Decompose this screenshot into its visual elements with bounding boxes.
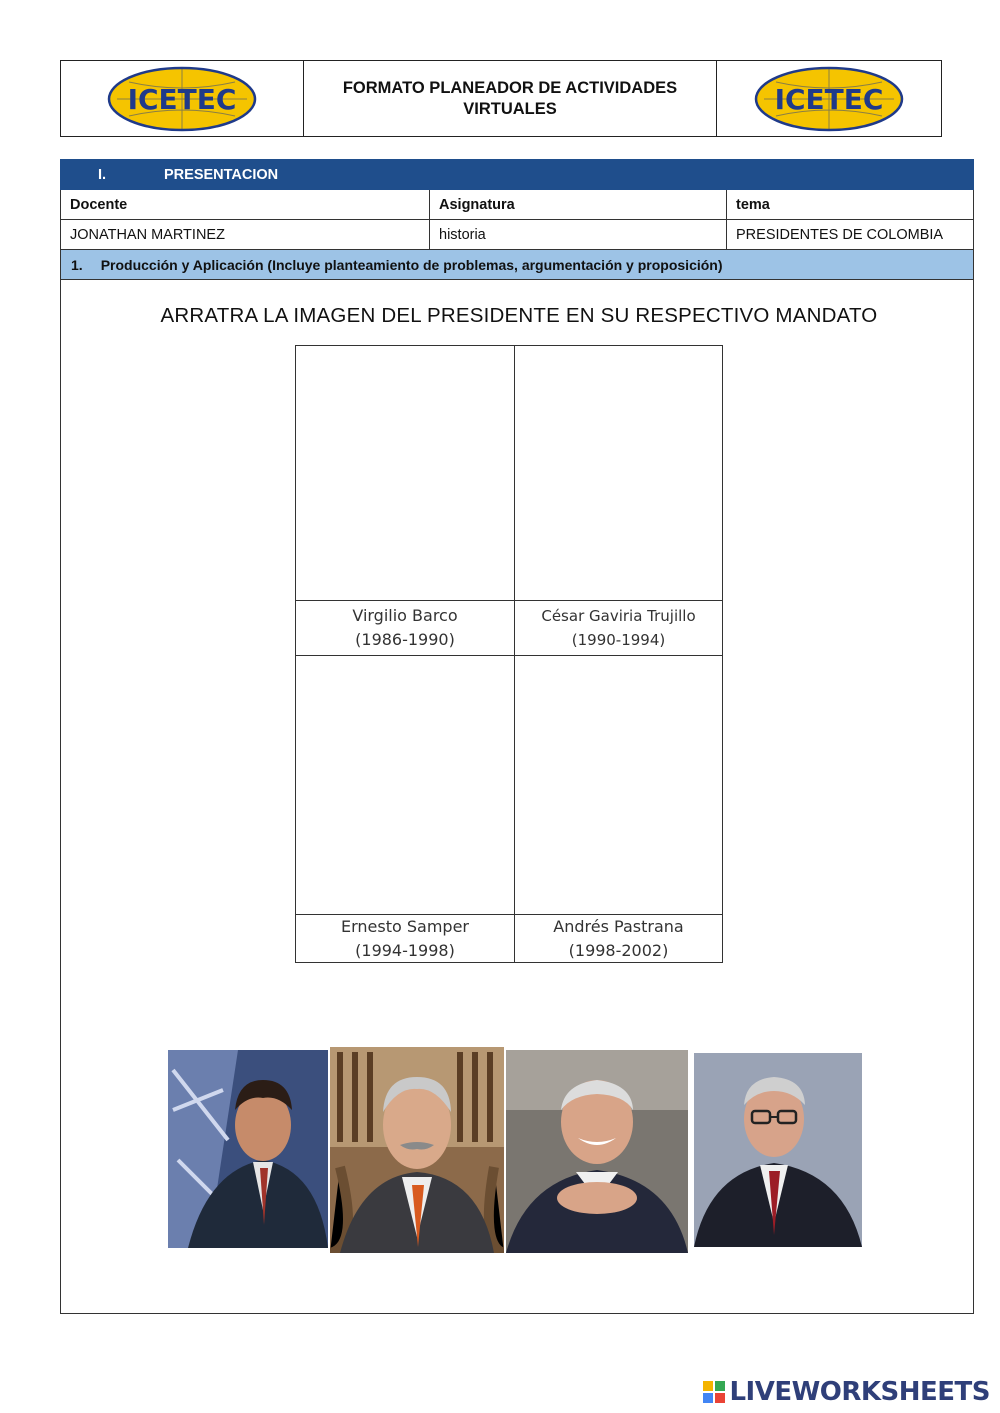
caption-president-2 [514,600,723,656]
president-3-term: (1994-1998) [355,940,455,960]
portrait-photo-4[interactable] [694,1053,862,1247]
section-number: I. [98,166,107,183]
header-docente: Docente [61,190,430,219]
value-docente: JONATHAN MARTINEZ [61,220,430,249]
president-4-name: Andrés Pastrana [553,916,684,936]
subsection-number: 1. [71,256,83,273]
president-2-name: César Gaviria Trujillo [541,607,696,625]
caption-president-4 [514,914,723,963]
president-3-name: Ernesto Samper [341,916,469,936]
president-4-term: (1998-2002) [568,940,669,960]
header-asignatura: Asignatura [430,190,727,219]
header-tema: tema [736,196,770,213]
info-table-header-row [60,190,974,220]
liveworksheets-logo-icon [703,1381,725,1403]
president-2-term: (1990-1994) [571,631,666,649]
drop-zone-3[interactable] [295,655,515,915]
instruction-text: ARRATRA LA IMAGEN DEL PRESIDENTE EN SU RESPECTIVO MANDATO [160,304,878,327]
caption-president-3 [295,914,515,963]
drop-grid [295,345,723,963]
drop-zone-2[interactable] [514,345,723,601]
drop-zone-4[interactable] [514,655,723,915]
section-title: PRESENTACION [164,166,279,183]
title-line-1: FORMATO PLANEADOR DE ACTIVIDADES [342,78,678,97]
svg-text:ICETEC: ICETEC [774,82,884,116]
liveworksheets-watermark [703,1377,990,1407]
section-bar-presentacion [60,159,974,190]
document-title [304,61,717,136]
caption-president-1 [295,600,515,656]
logo-right-cell [717,61,941,136]
document-header [60,60,942,137]
watermark-text: LIVEWORKSHEETS [729,1377,990,1407]
icetec-logo-right [754,66,904,132]
title-line-2: VIRTUALES [463,99,557,118]
portrait-photo-1[interactable] [168,1050,328,1248]
value-asignatura: historia [430,220,727,249]
president-1-name: Virgilio Barco [352,606,458,625]
drop-zone-1[interactable] [295,345,515,601]
icetec-logo-left [107,66,257,132]
subsection-bar [60,250,974,280]
subsection-title: Producción y Aplicación (Incluye planteamiento de problemas, argumentación y proposición) [100,256,723,273]
logo-left-cell [61,61,304,136]
president-1-term: (1986-1990) [355,630,455,649]
svg-text:ICETEC: ICETEC [127,82,237,116]
portrait-photo-2[interactable] [330,1047,504,1253]
info-table-value-row [60,220,974,250]
portrait-photo-3[interactable] [506,1050,688,1253]
value-tema: PRESIDENTES DE COLOMBIA [736,226,944,243]
